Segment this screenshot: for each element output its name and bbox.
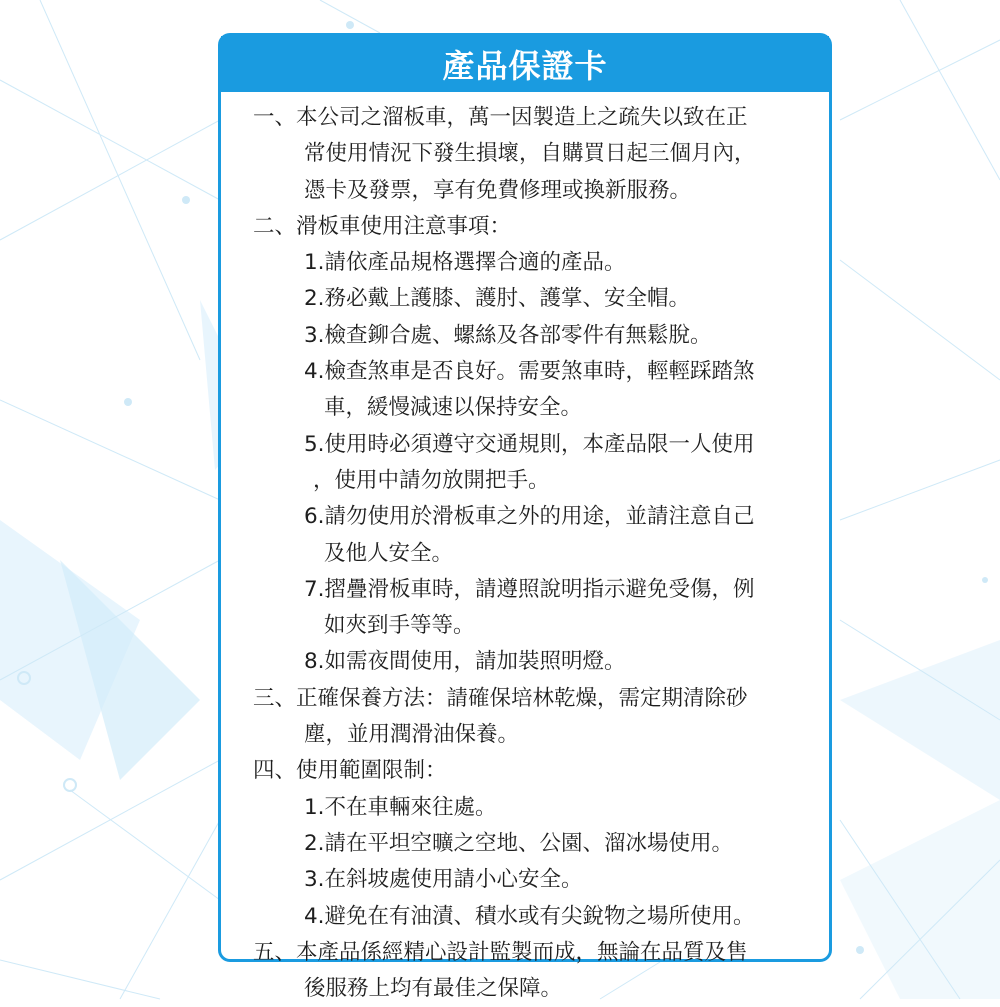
warranty-card [218, 33, 832, 1002]
section-2-item-8: 8.如需夜間使用，請加裝照明燈。 [304, 649, 626, 675]
section-2-item-5: 5.使用時必須遵守交通規則，本產品限一人使用 [304, 431, 755, 457]
section-2-item-7: 7.摺疊滑板車時，請遵照說明指示避免受傷，例 [304, 576, 755, 602]
section-2-item-4-cont: 車，緩慢減速以保持安全。 [324, 395, 583, 421]
section-2-heading: 二、滑板車使用注意事項： [253, 213, 512, 239]
card-body [253, 100, 809, 1007]
section-5-line-1: 五、本產品係經精心設計監製而成，無論在品質及售 [253, 939, 748, 965]
section-1-line-2: 常使用情況下發生損壞，自購買日起三個月內， [304, 141, 756, 167]
section-3-line-2: 塵，並用潤滑油保養。 [304, 722, 520, 748]
section-2-item-2: 2.務必戴上護膝、護肘、護掌、安全帽。 [304, 286, 691, 312]
section-3-line-1: 三、正確保養方法：請確保培林乾燥，需定期清除砂 [253, 685, 748, 711]
card-title: 產品保證卡 [221, 36, 829, 92]
section-2-item-3: 3.檢查鉚合處、螺絲及各部零件有無鬆脫。 [304, 322, 712, 348]
section-4-item-3: 3.在斜坡處使用請小心安全。 [304, 867, 583, 893]
section-4-item-4: 4.避免在有油漬、積水或有尖銳物之場所使用。 [304, 903, 755, 929]
section-2-item-4: 4.檢查煞車是否良好。需要煞車時，輕輕踩踏煞 [304, 359, 755, 385]
section-2-item-7-cont: 如夾到手等等。 [324, 613, 475, 639]
section-2-item-6: 6.請勿使用於滑板車之外的用途，並請注意自己 [304, 504, 755, 530]
section-2-item-6-cont: 及他人安全。 [324, 540, 454, 566]
section-1-line-1: 一、本公司之溜板車，萬一因製造上之疏失以致在正 [253, 105, 748, 130]
section-4-heading: 四、使用範圍限制： [253, 758, 447, 784]
section-2-item-5-cont: ，使用中請勿放開把手。 [313, 467, 550, 493]
section-2-item-1: 1.請依產品規格選擇合適的產品。 [304, 250, 626, 276]
section-4-item-2: 2.請在平坦空曠之空地、公園、溜冰場使用。 [304, 830, 734, 856]
section-1-line-3: 憑卡及發票，享有免費修理或換新服務。 [304, 177, 692, 203]
section-5-line-2: 後服務上均有最佳之保障。 [304, 976, 563, 1002]
section-4-item-1: 1.不在車輛來往處。 [304, 794, 497, 820]
